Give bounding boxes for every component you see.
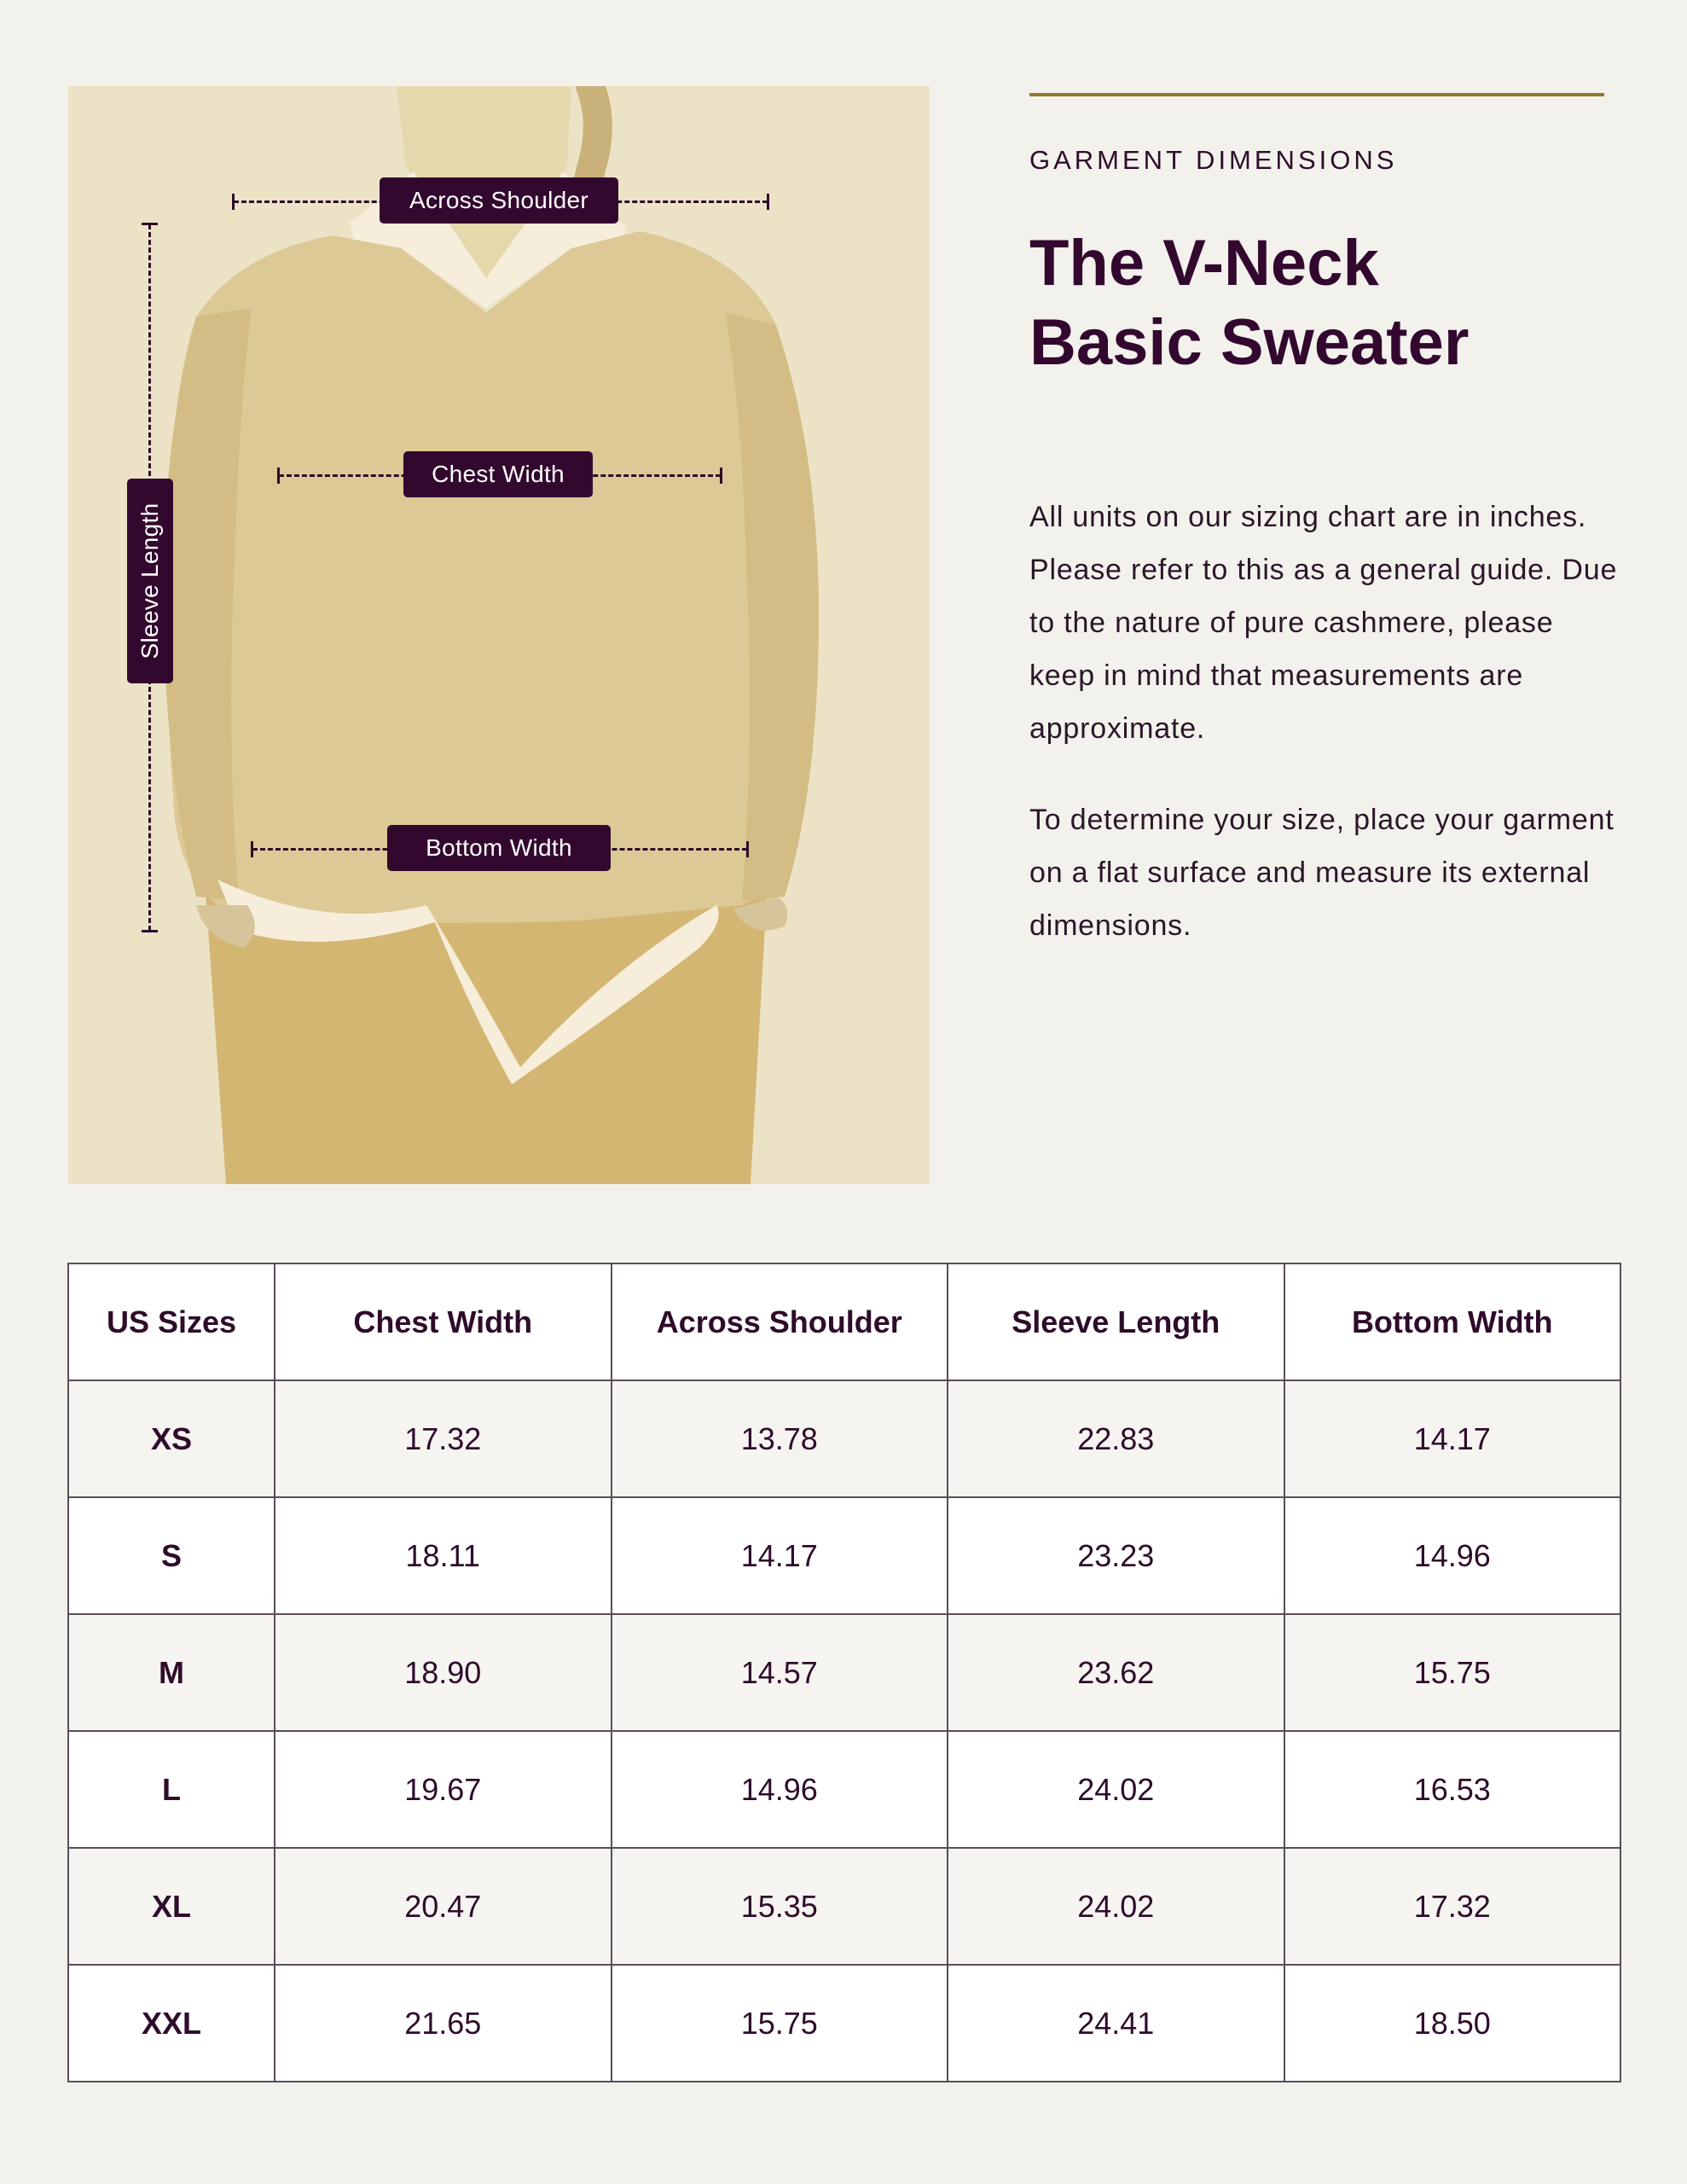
sleeve-length-cell: 23.62 <box>948 1614 1284 1731</box>
table-row <box>68 1497 1620 1614</box>
size-cell: XL <box>68 1848 275 1965</box>
sleeve-length-cell: 24.02 <box>948 1848 1284 1965</box>
bottom-width-cell: 18.50 <box>1284 1965 1621 2082</box>
sleeve-length-cell: 24.41 <box>948 1965 1284 2082</box>
how-to-measure-paragraph: To determine your size, place your garment on a flat surface and measure its external dimensions. <box>1029 804 1615 942</box>
page-title-line1: The V-Neck <box>1029 227 1379 299</box>
accent-rule <box>1029 93 1604 96</box>
header-us-sizes: US Sizes <box>68 1263 275 1380</box>
bottom-width-label: Bottom Width <box>387 825 611 871</box>
across-shoulder-cell: 13.78 <box>612 1380 948 1497</box>
bottom-width-cell: 14.96 <box>1284 1497 1621 1614</box>
table-row <box>68 1965 1620 2082</box>
section-eyebrow: GARMENT DIMENSIONS <box>1029 145 1398 175</box>
across-shoulder-cell: 15.75 <box>612 1965 948 2082</box>
size-cell: M <box>68 1614 275 1731</box>
sleeve-length-cell: 22.83 <box>948 1380 1284 1497</box>
size-cell: L <box>68 1731 275 1848</box>
page-title <box>1029 224 1644 382</box>
table-row <box>68 1731 1620 1848</box>
chest-width-cell: 20.47 <box>275 1848 612 1965</box>
header-sleeve-length: Sleeve Length <box>948 1263 1284 1380</box>
size-chart-table <box>67 1263 1621 2082</box>
table-header-row <box>68 1263 1620 1380</box>
page-title-line2: Basic Sweater <box>1029 306 1470 379</box>
sleeve-length-cell: 23.23 <box>948 1497 1284 1614</box>
across-shoulder-cell: 14.96 <box>612 1731 948 1848</box>
size-cell: XXL <box>68 1965 275 2082</box>
bottom-width-cell: 16.53 <box>1284 1731 1621 1848</box>
header-across-shoulder: Across Shoulder <box>612 1263 948 1380</box>
sleeve-length-label <box>127 479 173 683</box>
chest-width-cell: 18.11 <box>275 1497 612 1614</box>
chest-width-cell: 19.67 <box>275 1731 612 1848</box>
across-shoulder-cell: 14.57 <box>612 1614 948 1731</box>
size-cell: S <box>68 1497 275 1614</box>
units-note-paragraph: All units on our sizing chart are in inches. Please refer to this as a general guide. Due to the nature of pure cashmere, please keep in mind that measurements are approximate. <box>1029 501 1618 745</box>
bottom-width-cell: 17.32 <box>1284 1848 1621 1965</box>
sweater-model-illustration <box>68 86 930 1184</box>
across-shoulder-cell: 14.17 <box>612 1497 948 1614</box>
table-row <box>68 1614 1620 1731</box>
chest-width-cell: 21.65 <box>275 1965 612 2082</box>
header-chest-width: Chest Width <box>275 1263 612 1380</box>
across-shoulder-label: Across Shoulder <box>380 177 618 224</box>
header-bottom-width: Bottom Width <box>1284 1263 1621 1380</box>
table-row <box>68 1848 1620 1965</box>
sleeve-length-label-text: Sleeve Length <box>136 502 163 659</box>
chest-width-cell: 18.90 <box>275 1614 612 1731</box>
bottom-width-cell: 15.75 <box>1284 1614 1621 1731</box>
bottom-width-cell: 14.17 <box>1284 1380 1621 1497</box>
table-row <box>68 1380 1620 1497</box>
garment-photo <box>68 86 930 1184</box>
chest-width-label: Chest Width <box>403 451 593 497</box>
size-cell: XS <box>68 1380 275 1497</box>
sleeve-length-cell: 24.02 <box>948 1731 1284 1848</box>
across-shoulder-cell: 15.35 <box>612 1848 948 1965</box>
chest-width-cell: 17.32 <box>275 1380 612 1497</box>
